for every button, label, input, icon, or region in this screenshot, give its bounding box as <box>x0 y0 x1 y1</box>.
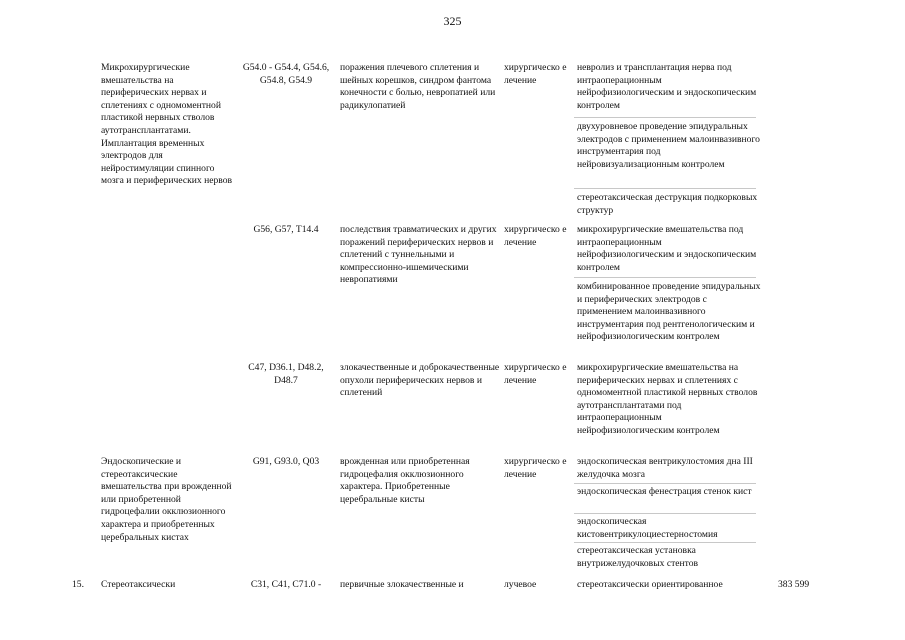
row15-number: 15. <box>72 579 84 590</box>
row15-method: стереотаксически ориентированное <box>577 579 723 590</box>
row3-codes: C47, D36.1, D48.2, D48.7 <box>248 362 324 386</box>
group2-method-4: стереотаксическая установка внутрижелудочковых стентов <box>577 545 699 569</box>
method-separator <box>574 188 756 189</box>
row15-price: 383 599 <box>778 579 810 590</box>
row15-name: Стереотаксически <box>101 579 176 590</box>
group2-treatment: хирургическо е лечение <box>504 456 567 480</box>
group2-method-1: эндоскопическая вентрикулостомия дна III желудочка мозга <box>577 456 753 480</box>
group1-name: Микрохирургические вмешательства на периферических нервах и сплетениях с одномоментной пластикой нервных стволов аутотрансплантатами. Имплантация временных электродов для нейростимуляции спинного мозга и периферических нервов <box>101 62 233 187</box>
group2-name: Эндоскопические и стереотаксические вмешательства при врожденной или приобретенной гидроцефалии окклюзионного характера и приобретенных церебральных кистах <box>101 456 232 543</box>
method-separator <box>574 513 756 514</box>
group2-method-2: эндоскопическая фенестрация стенок кист <box>577 486 752 497</box>
row2-codes: G56, G57, T14.4 <box>253 224 319 235</box>
row2-treatment: хирургическо е лечение <box>504 224 567 248</box>
method-separator <box>574 483 756 484</box>
row1-model: поражения плечевого сплетения и шейных корешков, синдром фантома конечности с болью, невропатией или радикулопатией <box>340 62 496 111</box>
row3-model: злокачественные и доброкачественные опухоли периферических нервов и сплетений <box>340 362 500 399</box>
row15-codes: C31, C41, C71.0 - <box>250 579 322 590</box>
row1-method-1: невролиз и трансплантация нерва под интраоперационным нейрофизиологическим и эндоскопическим контролем <box>577 62 757 111</box>
row1-method-2: двухуровневое проведение эпидуральных электродов с применением малоинвазивного инструментария под нейровизуализационным контролем <box>577 121 760 170</box>
method-separator <box>574 542 756 543</box>
page-number: 325 <box>443 14 462 28</box>
row1-method-3: стереотаксическая деструкция подкорковых структур <box>577 192 758 216</box>
row2-method-2: комбинированное проведение эпидуральных и периферических электродов с применением малоинвазивного инструментария под рентгенологическим и нейрофизиологическим контролем <box>577 281 761 343</box>
row1-codes: G54.0 - G54.4, G54.6, G54.8, G54.9 <box>242 62 330 86</box>
row3-method-1: микрохирургические вмешательства на периферических нервах и сплетениях с одномоментной пластикой нервных стволов аутотрансплантатами под интраоперационным нейрофизиологическим контролем <box>577 362 758 436</box>
group2-codes: G91, G93.0, Q03 <box>252 456 320 467</box>
row2-method-1: микрохирургические вмешательства под интраоперационным нейрофизиологическим и эндоскопическим контролем <box>577 224 757 273</box>
row15-model: первичные злокачественные и <box>340 579 464 590</box>
method-separator <box>574 117 756 118</box>
group2-model: врожденная или приобретенная гидроцефалия окклюзионного характера. Приобретенные церебральные кисты <box>340 456 470 505</box>
method-separator <box>574 277 756 278</box>
row2-model: последствия травматических и других поражений периферических нервов и сплетений с туннельными и компрессионно-ишемическими невропатиями <box>340 224 497 286</box>
row15-treatment: лучевое <box>504 579 537 590</box>
row1-treatment: хирургическо е лечение <box>504 62 567 86</box>
row3-treatment: хирургическо е лечение <box>504 362 567 386</box>
group2-method-3: эндоскопическая кистовентрикулоциестерностомия <box>577 516 718 540</box>
